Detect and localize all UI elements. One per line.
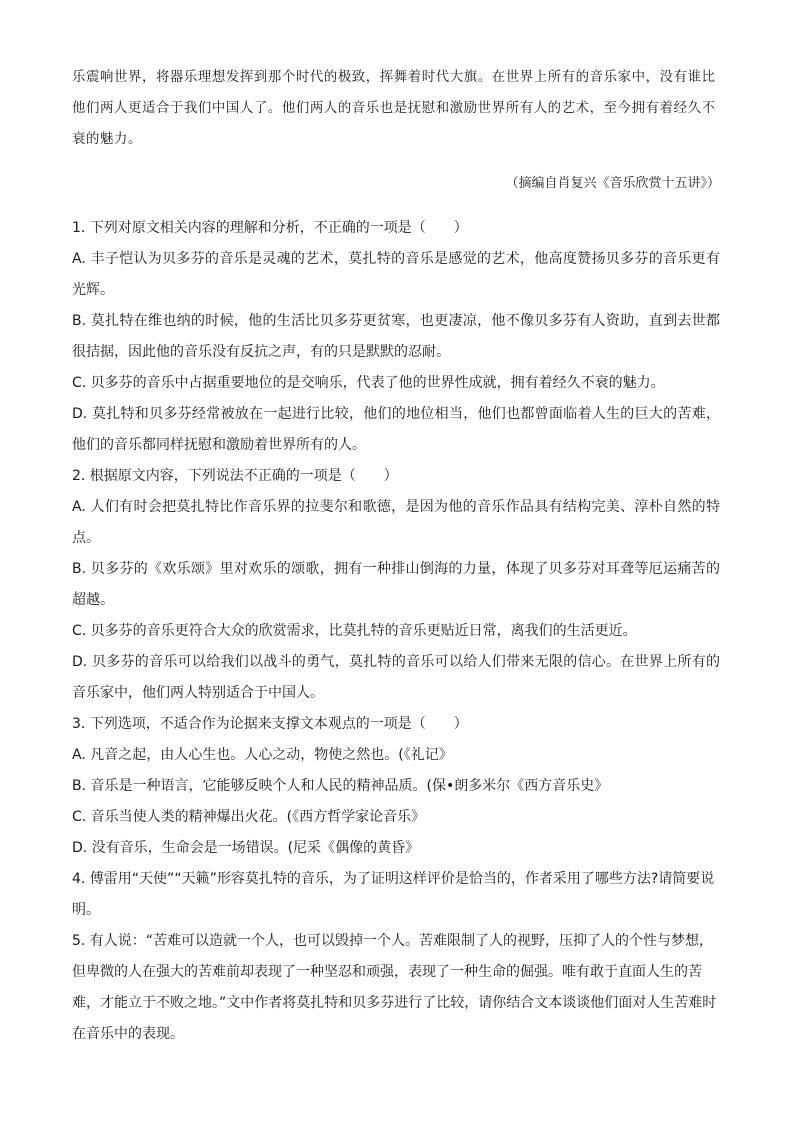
page-content [72,62,720,1050]
question-2-option-a: A. 人们有时会把莫扎特比作音乐界的拉斐尔和歌德，是因为他的音乐作品具有结构完美、淳朴自然的特点。 [72,499,720,546]
question-3-option-a: A. 凡音之起，由人心生也。人心之动，物使之然也。(《礼记》 [72,747,453,763]
question-1-option-b: B. 莫扎特在维也纳的时候，他的生活比贝多芬更贫寒，也更凄凉，他不像贝多芬有人资助，直到去世都很拮据，因此他的音乐没有反抗之声，有的只是默默的忍耐。 [72,313,720,360]
question-3-option-b: B. 音乐是一种语言，它能够反映个人和人民的精神品质。(保•朗多米尔《西方音乐史》 [72,778,609,794]
question-2-option-b: B. 贝多芬的《欢乐颂》里对欢乐的颂歌，拥有一种排山倒海的力量，体现了贝多芬对耳聋等厄运痛苦的超越。 [72,561,720,608]
question-1-option-c: C. 贝多芬的音乐中占据重要地位的是交响乐，代表了他的世界性成就，拥有着经久不衰的魅力。 [72,375,665,391]
question-1-option-d: D. 莫扎特和贝多芬经常被放在一起进行比较，他们的地位相当，他们也都曾面临着人生的巨大的苦难，他们的音乐都同样抚慰和激励着世界所有的人。 [72,406,720,453]
passage-line: 乐震响世界，将器乐理想发挥到那个时代的极致，挥舞着时代大旗。在世界上所有的音乐家中，没有谁比 [72,70,716,85]
question-1-stem: 1. 下列对原文相关内容的理解和分析，不正确的一项是（ ） [72,220,468,236]
passage-source: （摘编自肖复兴《音乐欣赏十五讲》） [505,176,720,191]
question-2-stem: 2. 根据原文内容，下列说法不正确的一项是（ ） [72,468,398,484]
passage-line: 他们两人更适合于我们中国人了。他们两人的音乐也是抚慰和激励世界所有人的艺术，至今拥有着经久不 [72,101,716,116]
question-4-stem: 4. 傅雷用“天使”“天籁”形容莫扎特的音乐，为了证明这样评价是恰当的，作者采用了哪些方法?请简要说明。 [72,871,715,918]
question-2-option-d: D. 贝多芬的音乐可以给我们以战斗的勇气，莫扎特的音乐可以给人们带来无限的信心。在世界上所有的音乐家中，他们两人特别适合于中国人。 [72,654,720,701]
question-5-stem: 5. 有人说：“苦难可以造就一个人，也可以毁掉一个人。苦难限制了人的视野，压抑了人的个性与梦想，但卑微的人在强大的苦难前却表现了一种坚忍和顽强，表现了一种生命的倔强。唯有敢于直面人生的苦难，才能立于不败之地。”文中作者将莫扎特和贝多芬进行了比较，请你结合文本谈谈他们面对人生苦难时在音乐中的表现。 [72,933,717,1042]
question-3-option-c: C. 音乐当使人类的精神爆出火花。(《西方哲学家论音乐》 [72,809,426,825]
question-1-option-a: A. 丰子恺认为贝多芬的音乐是灵魂的艺术，莫扎特的音乐是感觉的艺术，他高度赞扬贝多芬的音乐更有光辉。 [72,251,720,298]
question-3-stem: 3. 下列选项，不适合作为论据来支撑文本观点的一项是（ ） [72,716,468,732]
question-2-option-c: C. 贝多芬的音乐更符合大众的欣赏需求，比莫扎特的音乐更贴近日常，离我们的生活更近。 [72,623,637,639]
question-3-option-d: D. 没有音乐，生命会是一场错误。(尼采《偶像的黄昏》 [72,840,420,856]
passage-line: 衰的魅力。 [72,132,142,147]
